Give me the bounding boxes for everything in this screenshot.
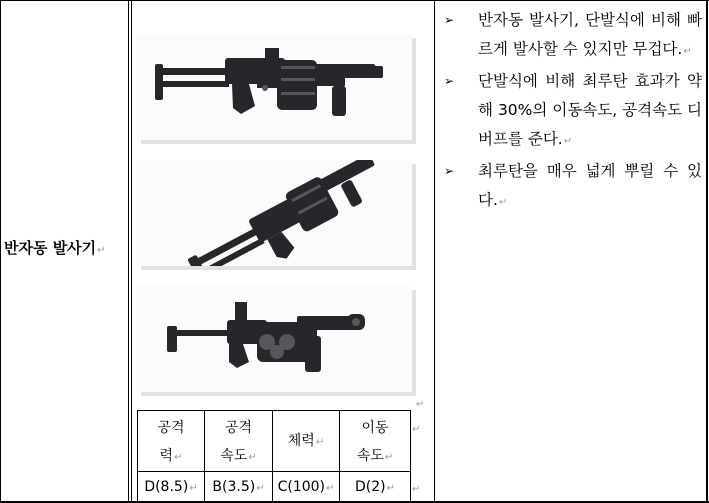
stat-value-move-speed <box>340 473 410 503</box>
stat-header-attack-speed-text: 속도 <box>220 448 248 464</box>
stat-value-health-text: C(100) <box>277 479 326 495</box>
table-border-left <box>0 0 1 503</box>
stat-header-move-speed-line2 <box>340 442 410 472</box>
paragraph-mark: ↵ <box>256 483 265 494</box>
table-border-top <box>0 0 709 1</box>
paragraph-mark-row2: ↵ <box>412 484 421 495</box>
column-divider-1 <box>128 0 129 503</box>
stat-value-attack-power-text: D(8.5) <box>144 479 189 495</box>
paragraph-mark: ↵ <box>563 136 573 147</box>
grenade-launcher-angled-image <box>137 160 412 266</box>
grenade-launcher-side-image <box>137 34 412 140</box>
stat-header-attack-power <box>138 414 204 472</box>
paragraph-mark: ↵ <box>683 46 692 57</box>
weapon-name-cell <box>4 238 128 261</box>
stat-value-attack-power <box>138 473 204 503</box>
paragraph-mark: ↵ <box>248 452 257 463</box>
weapon-name: 반자동 발사기 <box>4 239 97 257</box>
weapon-image-angled <box>137 160 412 266</box>
stat-header-attack-power-text: 력 <box>159 448 174 464</box>
description-text: 반자동 발사기, 단발식에 비해 빠르게 발사할 수 있지만 무겁다. <box>478 11 702 58</box>
description-text: 단발식에 비해 최루탄 효과가 약해 30%의 이동속도, 공격속도 디버프를 준다. <box>478 72 702 148</box>
stat-value-attack-speed-text: B(3.5) <box>212 479 256 495</box>
paragraph-mark: ↵ <box>97 245 106 256</box>
arrow-bullet-icon: ➢ <box>444 164 455 178</box>
stat-header-attack-speed-line2 <box>205 442 272 472</box>
stat-value-health <box>273 473 339 503</box>
paragraph-mark: ↵ <box>326 483 335 494</box>
stat-header-attack-speed <box>205 414 272 472</box>
stat-header-move-speed-text: 속도 <box>356 448 384 464</box>
weapon-image-front <box>137 286 412 392</box>
table-border-right <box>706 0 708 503</box>
stats-border-right <box>410 410 411 502</box>
stat-header-attack-power-line2 <box>138 442 204 472</box>
stat-header-health-text: 체력 <box>287 433 315 449</box>
stat-header-attack-power-line1: 공격 <box>157 420 185 436</box>
stat-header-move-speed <box>340 414 410 472</box>
arrow-bullet-icon: ➢ <box>444 74 455 88</box>
paragraph-mark: ↵ <box>384 452 394 463</box>
column-divider-2 <box>434 0 435 503</box>
paragraph-mark: ↵ <box>498 197 508 208</box>
paragraph-mark: ↵ <box>174 452 183 463</box>
description-item <box>444 157 702 217</box>
stat-value-attack-speed <box>205 473 272 503</box>
paragraph-mark: ↵ <box>386 483 395 494</box>
arrow-bullet-icon: ➢ <box>444 13 455 27</box>
weapon-image-side <box>137 34 412 140</box>
stat-header-attack-speed-line1: 공격 <box>224 420 253 436</box>
stat-header-move-speed-line1: 이동 <box>361 420 389 436</box>
paragraph-mark-row1: ↵ <box>412 424 421 435</box>
paragraph-mark-photos: ↵ <box>416 399 425 410</box>
stat-header-health <box>273 427 339 457</box>
paragraph-mark: ↵ <box>189 483 198 494</box>
stats-border-top <box>137 410 411 411</box>
stats-table <box>137 410 411 502</box>
description-list <box>444 6 702 218</box>
description-item <box>444 67 702 156</box>
description-text: 최루탄을 매우 넓게 뿌릴 수 있다. <box>478 162 702 209</box>
description-item <box>444 6 702 66</box>
column-divider-1b <box>131 0 132 503</box>
paragraph-mark: ↵ <box>315 437 325 448</box>
stat-value-move-speed-text: D(2) <box>354 479 386 495</box>
grenade-launcher-front-image <box>137 286 412 392</box>
